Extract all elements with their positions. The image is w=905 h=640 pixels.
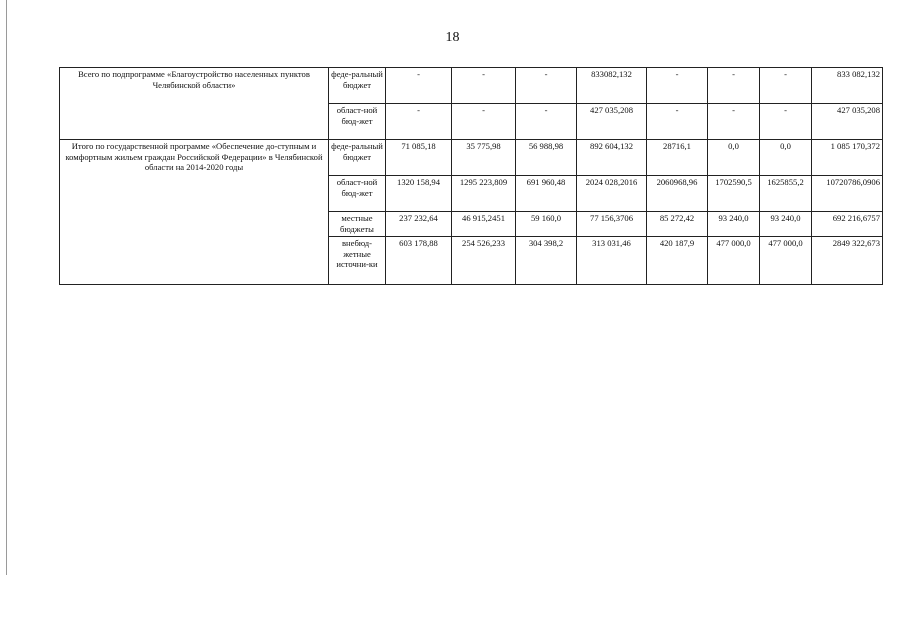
value-cell: - bbox=[516, 104, 577, 140]
value-cell: 254 526,233 bbox=[452, 237, 516, 285]
value-cell: 46 915,2451 bbox=[452, 212, 516, 237]
value-cell: 477 000,0 bbox=[760, 237, 812, 285]
value-cell: - bbox=[452, 104, 516, 140]
value-cell: 304 398,2 bbox=[516, 237, 577, 285]
value-cell: 28716,1 bbox=[647, 140, 708, 176]
value-cell: 427 035,208 bbox=[577, 104, 647, 140]
value-cell: 93 240,0 bbox=[708, 212, 760, 237]
value-cell: - bbox=[516, 68, 577, 104]
total-cell: 692 216,6757 bbox=[812, 212, 883, 237]
program-title-cell: Всего по подпрограмме «Благоустройство населенных пунктов Челябинской области» bbox=[60, 68, 329, 140]
total-cell: 1 085 170,372 bbox=[812, 140, 883, 176]
value-cell: 85 272,42 bbox=[647, 212, 708, 237]
value-cell: 477 000,0 bbox=[708, 237, 760, 285]
total-cell: 10720786,0906 bbox=[812, 176, 883, 212]
value-cell: - bbox=[386, 68, 452, 104]
value-cell: 71 085,18 bbox=[386, 140, 452, 176]
value-cell: 1320 158,94 bbox=[386, 176, 452, 212]
value-cell: 603 178,88 bbox=[386, 237, 452, 285]
value-cell: - bbox=[386, 104, 452, 140]
value-cell: - bbox=[760, 104, 812, 140]
value-cell: 2060968,96 bbox=[647, 176, 708, 212]
value-cell: 892 604,132 bbox=[577, 140, 647, 176]
value-cell: 2024 028,2016 bbox=[577, 176, 647, 212]
value-cell: 1702590,5 bbox=[708, 176, 760, 212]
value-cell: 59 160,0 bbox=[516, 212, 577, 237]
total-cell: 2849 322,673 bbox=[812, 237, 883, 285]
value-cell: 93 240,0 bbox=[760, 212, 812, 237]
value-cell: 35 775,98 bbox=[452, 140, 516, 176]
program-title-cell: Итого по государственной программе «Обеспечение до-ступным и комфортным жильем граждан Российской Федерации» в Челябинской области на 2014-2020 годы bbox=[60, 140, 329, 285]
value-cell: - bbox=[708, 104, 760, 140]
total-cell: 427 035,208 bbox=[812, 104, 883, 140]
value-cell: 56 988,98 bbox=[516, 140, 577, 176]
page-left-edge bbox=[6, 0, 7, 575]
value-cell: 0,0 bbox=[760, 140, 812, 176]
value-cell: 1625855,2 bbox=[760, 176, 812, 212]
value-cell: 1295 223,809 bbox=[452, 176, 516, 212]
value-cell: 237 232,64 bbox=[386, 212, 452, 237]
table-row bbox=[60, 140, 883, 176]
funding-source-cell: област-ной бюд-жет bbox=[329, 104, 386, 140]
total-cell: 833 082,132 bbox=[812, 68, 883, 104]
value-cell: 833082,132 bbox=[577, 68, 647, 104]
value-cell: 420 187,9 bbox=[647, 237, 708, 285]
value-cell: - bbox=[647, 68, 708, 104]
funding-source-cell: феде-ральный бюджет bbox=[329, 68, 386, 104]
funding-source-cell: област-ной бюд-жет bbox=[329, 176, 386, 212]
value-cell: 691 960,48 bbox=[516, 176, 577, 212]
funding-source-cell: феде-ральный бюджет bbox=[329, 140, 386, 176]
value-cell: - bbox=[647, 104, 708, 140]
value-cell: - bbox=[708, 68, 760, 104]
value-cell: - bbox=[452, 68, 516, 104]
value-cell: 0,0 bbox=[708, 140, 760, 176]
table-row bbox=[60, 68, 883, 104]
page-number: 18 bbox=[445, 30, 460, 45]
funding-source-cell: внебюд-жетные источни-ки bbox=[329, 237, 386, 285]
funding-source-cell: местные бюджеты bbox=[329, 212, 386, 237]
value-cell: - bbox=[760, 68, 812, 104]
value-cell: 77 156,3706 bbox=[577, 212, 647, 237]
value-cell: 313 031,46 bbox=[577, 237, 647, 285]
budget-table bbox=[59, 67, 883, 285]
